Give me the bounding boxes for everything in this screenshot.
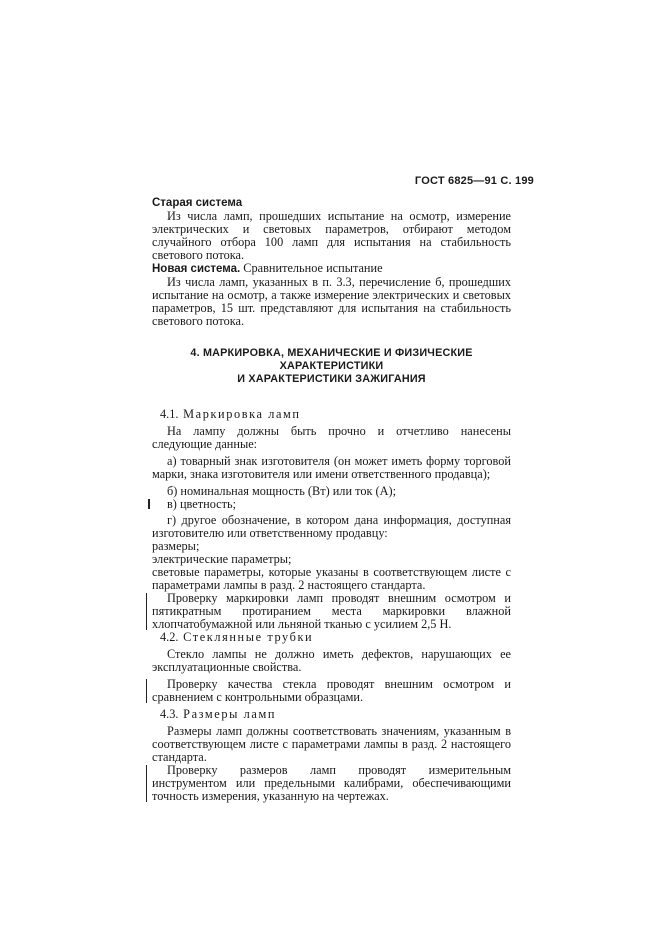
subsection-4-3-number: 4.3. [160, 707, 179, 721]
dimensions-text: Размеры ламп должны соответствовать значениям, указанным в соответствующем листе с параметрами лампы в разд. 2 настоящего стандарта. [152, 724, 511, 764]
subsection-4-2-number: 4.2. [160, 630, 179, 644]
old-system-title: Старая система [152, 197, 243, 209]
marking-g-sub1: размеры; [152, 539, 200, 553]
new-system-text: Из числа ламп, указанных в п. 3.3, перечисление б, прошедших испытание на осмотр, а также измерение электрических и световых параметров, 15 шт. представляют для испытания на стабильность светового потока. [152, 275, 511, 328]
glass-check-text: Проверку качества стекла проводят внешним осмотром и сравнением с контрольными образцами. [152, 677, 511, 704]
page-header: ГОСТ 6825—91 С. 199 [414, 175, 534, 187]
marking-item-b: б) номинальная мощность (Вт) или ток (А); [167, 484, 396, 498]
subsection-4-2-title [152, 631, 511, 644]
marking-item-v-text: в) цветность; [167, 497, 237, 511]
new-system-title-suffix: Сравнительное испытание [240, 261, 383, 275]
subsection-4-1-number: 4.1. [160, 407, 179, 421]
marking-g-sub3: световые параметры, которые указаны в соответствующем листе с параметрами лампы в разд. 2 настоящего стандарта. [152, 565, 511, 592]
subsection-4-3-title [152, 708, 511, 721]
dimensions-check-text: Проверку размеров ламп проводят измерительным инструментом или предельными калибрами, обеспечивающими точность измерения, указанную на чертежах. [152, 763, 511, 803]
new-system-title: Новая система. [152, 263, 241, 275]
new-system-heading [152, 262, 511, 276]
marking-check-text: Проверку маркировки ламп проводят внешним осмотром и пятикратным протиранием места маркировки влажной хлопчатобумажной или льняной тканью с усилием 2,5 Н. [152, 591, 511, 631]
page-content [152, 197, 511, 803]
marking-item-a: а) товарный знак изготовителя (он может иметь форму торговой марки, знака изготовителя или имени ответственного продавца); [152, 454, 511, 481]
section-4-heading [152, 347, 511, 386]
subsection-4-2-label: Стеклянные трубки [183, 630, 314, 644]
revision-bar [148, 499, 150, 509]
revision-bar [146, 593, 147, 630]
marking-item-v [152, 498, 511, 511]
subsection-4-1-title [152, 408, 511, 421]
marking-intro: На лампу должны быть прочно и отчетливо нанесены следующие данные: [152, 424, 511, 451]
marking-g-sub2: электрические параметры; [152, 552, 292, 566]
section-4-heading-line2: И ХАРАКТЕРИСТИКИ ЗАЖИГАНИЯ [237, 373, 426, 385]
subsection-4-1-label: Маркировка ламп [183, 407, 301, 421]
subsection-4-3-label: Размеры ламп [183, 707, 277, 721]
glass-check [152, 678, 511, 704]
section-4-heading-line1: 4. МАРКИРОВКА, МЕХАНИЧЕСКИЕ И ФИЗИЧЕСКИЕ ХАРАКТЕРИСТИКИ [190, 347, 473, 372]
old-system-text: Из числа ламп, прошедших испытание на осмотр, измерение электрических и световых параметров, отбирают методом случайного отбора 100 ламп для испытания на стабильность светового потока. [152, 209, 511, 262]
revision-bar [146, 679, 147, 703]
dimensions-check [152, 764, 511, 803]
revision-bar [146, 765, 147, 802]
marking-item-g: г) другое обозначение, в котором дана информация, доступная изготовителю или ответственному продавцу: [152, 513, 511, 540]
glass-text: Стекло лампы не должно иметь дефектов, нарушающих ее эксплуатационные свойства. [152, 647, 511, 674]
marking-check [152, 592, 511, 631]
